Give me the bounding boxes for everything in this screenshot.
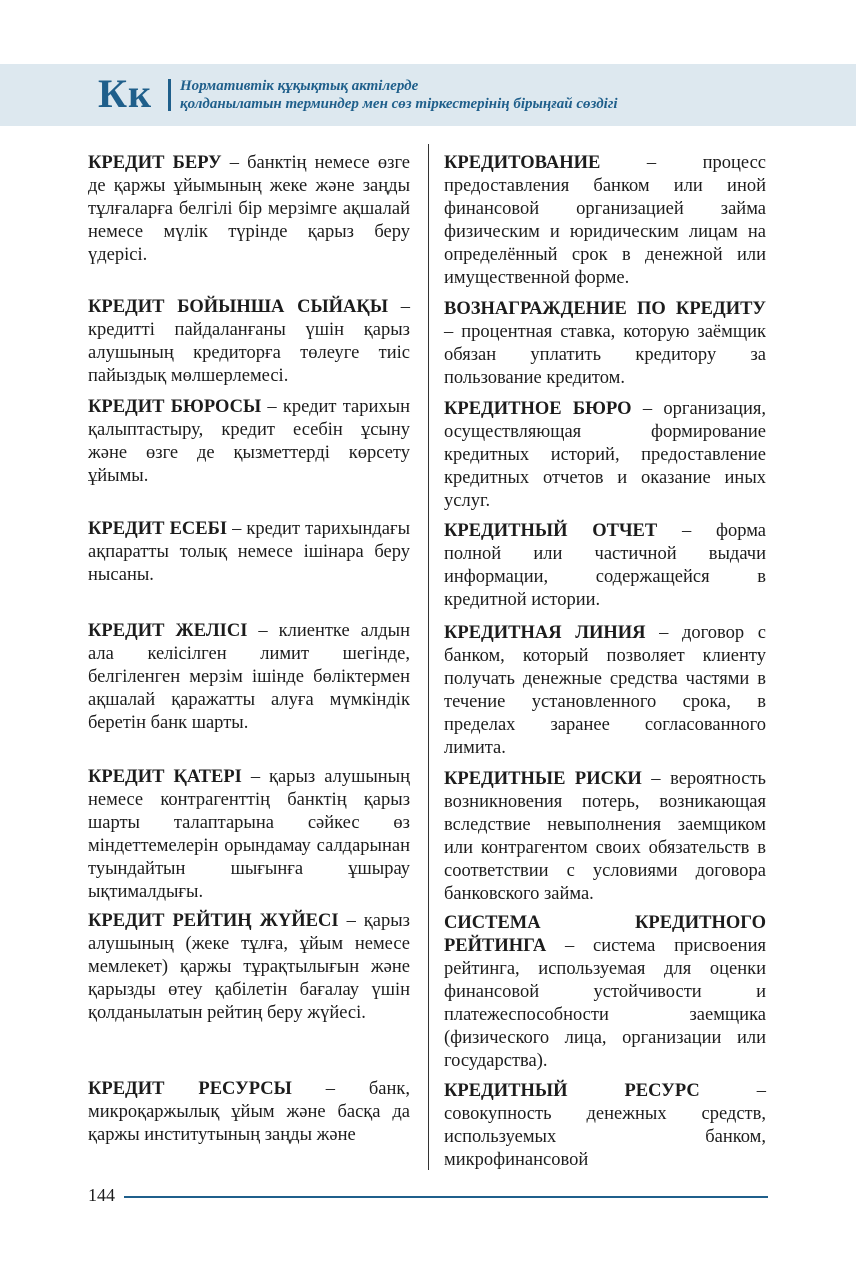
entry-term: КРЕДИТНЫЙ РЕСУРС bbox=[444, 1081, 700, 1101]
entry-definition: – процесс предоставления банком или иной финансовой организацией займа физическим и юридическим лицам на определённый срок в денежной или имущественной форме. bbox=[444, 153, 766, 288]
entry-term: КРЕДИТ ЖЕЛІСІ bbox=[88, 621, 248, 641]
entry-definition: – қарыз алушының (жеке тұлға, ұйым немесе мемлекет) қаржы тұрақтылығын және қарызды өтеу қабілетін бағалау үшін қолданылатын рейтиң беру жүйесі. bbox=[88, 911, 410, 1023]
dictionary-entry bbox=[444, 152, 766, 290]
entry-definition: – совокупность денежных средств, используемых банком, микрофинансовой bbox=[444, 1081, 766, 1170]
dictionary-entry bbox=[88, 152, 410, 267]
dictionary-title-line2: қолданылатын терминдер мен сөз тіркестерінің бірыңғай сөздігі bbox=[180, 96, 618, 112]
dictionary-entry bbox=[88, 296, 410, 388]
entry-term: КРЕДИТ БЮРОСЫ bbox=[88, 397, 262, 417]
page-header bbox=[0, 64, 856, 126]
entry-term: КРЕДИТ ҚАТЕРІ bbox=[88, 767, 242, 787]
entry-definition: – договор с банком, который позволяет клиенту получать денежные средства частями в течение установленного срока, в пределах заранее согласованного лимита. bbox=[444, 623, 766, 758]
entry-definition: – кредит тарихындағы ақпаратты толық немесе ішінара беру нысаны. bbox=[88, 519, 410, 585]
entry-definition: – процентная ставка, которую заёмщик обязан уплатить кредитору за пользование кредитом. bbox=[444, 322, 766, 388]
dictionary-entry bbox=[444, 298, 766, 390]
entry-definition: – кредитті пайдаланғаны үшін қарыз алушының кредиторға төлеуге тиіс пайыздық мөлшерлемесі. bbox=[88, 297, 411, 386]
entry-definition: – форма полной или частичной выдачи информации, содержащейся в кредитной истории. bbox=[444, 521, 766, 610]
entry-term: КРЕДИТ БЕРУ bbox=[88, 153, 222, 173]
dictionary-title-line1: Нормативтік құқықтық актілерде bbox=[180, 78, 419, 94]
footer-rule bbox=[124, 1196, 768, 1198]
dictionary-entry bbox=[88, 518, 410, 587]
dictionary-entry bbox=[444, 912, 766, 1073]
entry-definition: – вероятность возникновения потерь, возникающая вследствие невыполнения заемщиком или контрагентом своих обязательств в соответствии с условиями договора банковского займа. bbox=[444, 769, 766, 904]
entry-term: КРЕДИТНОЕ БЮРО bbox=[444, 399, 632, 419]
entry-term: СИСТЕМА КРЕДИТНОГО РЕЙТИНГА bbox=[444, 913, 766, 956]
page-number: 144 bbox=[88, 1185, 115, 1205]
entry-term: КРЕДИТНЫЙ ОТЧЕТ bbox=[444, 521, 658, 541]
dictionary-entry bbox=[88, 396, 410, 488]
dictionary-entry bbox=[444, 622, 766, 760]
dictionary-entry bbox=[88, 1078, 410, 1147]
column-divider bbox=[428, 144, 429, 1170]
header-divider bbox=[168, 79, 171, 111]
section-letter: Кк bbox=[98, 71, 153, 116]
entry-term: КРЕДИТ РЕЙТИҢ ЖҮЙЕСІ bbox=[88, 911, 339, 931]
entry-term: ВОЗНАГРАЖДЕНИЕ ПО КРЕДИТУ bbox=[444, 299, 766, 319]
entry-term: КРЕДИТ БОЙЫНША СЫЙАҚЫ bbox=[88, 297, 388, 317]
entry-definition: – клиентке алдын ала келісілген лимит шегінде, белгіленген мерзім ішінде бөліктермен ақшалай қаражатты алуға мүмкіндік беретін банк шарты. bbox=[88, 621, 410, 733]
dictionary-entry bbox=[444, 768, 766, 906]
entry-term: КРЕДИТНАЯ ЛИНИЯ bbox=[444, 623, 646, 643]
entry-definition: – банк, микроқаржылық ұйым және басқа да қаржы институтының заңды және bbox=[88, 1079, 411, 1145]
dictionary-entry bbox=[444, 520, 766, 612]
dictionary-entry bbox=[88, 620, 410, 735]
entry-definition: – қарыз алушының немесе контрагенттің банктің қарыз шарты талаптарына сәйкес өз міндеттемелерін орындамау салдарынан туындайтын шығынға ұшырау ықтималдығы. bbox=[88, 767, 410, 902]
dictionary-entry bbox=[444, 1080, 766, 1172]
entry-term: КРЕДИТ РЕСУРСЫ bbox=[88, 1079, 292, 1099]
dictionary-entry bbox=[88, 910, 410, 1025]
dictionary-entry bbox=[444, 398, 766, 513]
entry-definition: – кредит тарихын қалыптастыру, кредит есебін ұсыну және өзге де қызметтерді көрсету ұйымы. bbox=[88, 397, 410, 486]
entry-definition: – банктің немесе өзге де қаржы ұйымының жеке және заңды тұлғаларға белгілі бір мерзімге ақшалай немесе мүлік түрінде қарыз беру үдерісі. bbox=[88, 153, 410, 265]
entry-term: КРЕДИТНЫЕ РИСКИ bbox=[444, 769, 642, 789]
entry-term: КРЕДИТ ЕСЕБІ bbox=[88, 519, 228, 539]
entry-definition: – организация, осуществляющая формирование кредитных историй, предоставление кредитных отчетов и оказание иных услуг. bbox=[444, 399, 766, 511]
entry-term: КРЕДИТОВАНИЕ bbox=[444, 153, 601, 173]
entry-definition: – система присвоения рейтинга, используемая для оценки финансовой устойчивости и платежеспособности заемщика (физического лица, организации или государства). bbox=[444, 936, 766, 1071]
dictionary-entry bbox=[88, 766, 410, 904]
dictionary-title bbox=[180, 77, 618, 113]
